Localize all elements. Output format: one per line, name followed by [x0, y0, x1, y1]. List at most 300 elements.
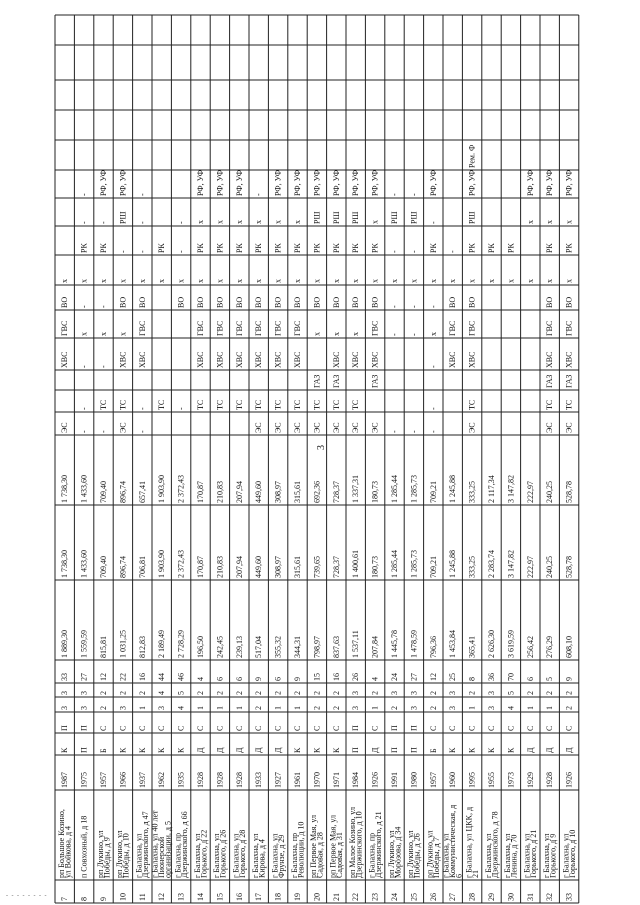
cell-type: С: [467, 725, 477, 731]
cell-material: К: [448, 747, 458, 753]
cell-k1: х: [157, 279, 167, 283]
cell-year: 1928: [196, 772, 205, 788]
cell-type: С: [545, 725, 555, 731]
cell-total-area: 242,45: [215, 636, 225, 658]
cell-address: 21: [470, 870, 480, 878]
cell-VO: ВО: [293, 296, 302, 308]
cell-floors: 1: [545, 706, 555, 710]
cell-year: 1937: [137, 772, 147, 788]
cell-GVS: ГВС: [215, 320, 225, 336]
cell-type: С: [428, 725, 438, 731]
cell-flats: 27: [79, 673, 89, 681]
cell-k2: -: [118, 250, 128, 253]
cell-flats: 5: [545, 677, 555, 681]
cell-material: К: [293, 747, 302, 753]
cell-no: 22: [351, 893, 361, 901]
cell-GVS: ГВС: [196, 320, 205, 336]
cell-k4: РФ, УФ: [331, 169, 341, 196]
cell-k4: РФ, УФ: [99, 169, 108, 196]
cell-total-area: 2 626,30: [487, 630, 496, 658]
cell-type: С: [157, 725, 167, 731]
cell-address: ул Войкова, д 4: [63, 825, 73, 878]
cell-material: К: [312, 747, 322, 753]
cell-address: Победы, д 9: [102, 837, 112, 878]
cell-ES: -: [137, 430, 147, 433]
cell-address: Революции, д 10: [296, 821, 306, 878]
cell-VO: ВО: [564, 296, 574, 308]
cell-type: С: [331, 725, 341, 731]
cell-year: 1960: [448, 772, 458, 788]
cell-type: С: [196, 725, 205, 731]
cell-no: 11: [137, 893, 147, 901]
cell-floors: 3: [60, 706, 70, 710]
cell-address: рп Лукино, ул: [95, 830, 105, 878]
cell-VO: ВО: [370, 296, 380, 308]
cell-year: 1984: [351, 772, 361, 788]
cell-ES: ЭС: [370, 422, 380, 433]
cell-HVS: ХВС: [545, 351, 555, 368]
cell-k1: х: [428, 279, 438, 283]
cell-HVS: ХВС: [331, 351, 341, 368]
cell-k1: х: [99, 279, 108, 283]
cell-floors: 4: [176, 706, 186, 710]
cell-GVS: ГВС: [370, 320, 380, 336]
cell-k2: РК: [273, 243, 283, 253]
cell-type: П: [390, 725, 399, 731]
cell-HVS: ХВС: [60, 351, 70, 368]
cell-address: Коммунистическая, д: [448, 804, 458, 878]
cell-entrances: 5: [176, 691, 186, 695]
cell-living-area: 739,65: [312, 556, 322, 578]
cell-k1: х: [370, 279, 380, 283]
cell-ES: -: [409, 430, 419, 433]
cell-k2: РК: [196, 243, 205, 253]
cell-total-area: 239,13: [234, 636, 244, 658]
cell-material: К: [137, 747, 147, 753]
cell-k3: -: [137, 221, 147, 224]
cell-material: Д: [196, 747, 205, 753]
cell-address: Кирова, д 4: [257, 839, 267, 878]
cell-GAZ: ГАЗ: [545, 374, 555, 388]
cell-k1: х: [254, 279, 264, 283]
cell-VO: ВО: [467, 296, 477, 308]
cell-address: Дзержинского, д 21: [373, 811, 383, 878]
cell-living-area2: 1 245,88: [448, 475, 458, 503]
cell-material: Б: [99, 748, 108, 753]
cell-address: п Совхозный, д 18: [79, 815, 89, 878]
cell-k3: РШ: [118, 211, 128, 224]
cell-k1: х: [118, 279, 128, 283]
cell-ES: -: [390, 430, 399, 433]
cell-GVS: х: [79, 332, 89, 336]
cell-type: С: [525, 725, 535, 731]
cell-address: 6: [454, 874, 464, 878]
cell-GVS: ГВС: [293, 320, 302, 336]
cell-material: Д: [234, 747, 244, 753]
cell-TS: ТС: [467, 399, 477, 410]
cell-address: г Балахна, пр: [367, 832, 377, 878]
cell-address: г Балахна, ул: [441, 833, 451, 878]
cell-HVS: ХВС: [215, 351, 225, 368]
cell-material: Б: [428, 748, 438, 753]
cell-TS: -: [428, 407, 438, 410]
cell-living-area: 728,37: [331, 556, 341, 578]
cell-floors: 3: [487, 706, 496, 710]
cell-TS: ТС: [312, 399, 322, 410]
cell-total-area: 3 619,59: [506, 630, 516, 658]
cell-VO: -: [428, 305, 438, 308]
cell-living-area: 2 372,43: [176, 550, 186, 578]
cell-GVS: х: [118, 332, 128, 336]
cell-living-area2: 709,21: [428, 481, 438, 503]
cell-floors: 2: [428, 706, 438, 710]
cell-floors: 2: [331, 706, 341, 710]
cell-type: С: [448, 725, 458, 731]
cell-living-area2: 692,36: [312, 481, 322, 503]
cell-k3: х: [525, 220, 535, 224]
cell-k3: -: [99, 221, 108, 224]
cell-VO: ВО: [137, 296, 147, 308]
cell-ES: ЭС: [545, 422, 555, 433]
cell-address: организации, д 5: [163, 820, 173, 878]
cell-entrances: 2: [467, 691, 477, 695]
cell-year: 1962: [157, 772, 167, 788]
cell-flats: 9: [254, 677, 264, 681]
cell-GVS: ГВС: [448, 320, 458, 336]
cell-living-area2: 3 147,82: [506, 475, 516, 503]
cell-k4: РФ, УФ: [370, 169, 380, 196]
cell-address: г Балахна, ул: [541, 833, 551, 878]
cell-k1: х: [312, 279, 322, 283]
cell-address: рп Лукино, ул: [386, 830, 396, 878]
cell-GVS: х: [351, 332, 361, 336]
cell-k3: РШ: [331, 211, 341, 224]
cell-note: Рем. Ф: [467, 144, 477, 168]
cell-year: 1991: [390, 772, 399, 788]
cell-material: П: [390, 747, 399, 753]
cell-TS: ТС: [254, 399, 264, 410]
cell-living-area: 709,40: [99, 556, 108, 578]
cell-TS: -: [176, 407, 186, 410]
cell-address: г Балахна, ул: [231, 833, 241, 878]
cell-year: 1928: [545, 772, 555, 788]
cell-type: П: [409, 725, 419, 731]
cell-ES: ЭС: [293, 422, 302, 433]
cell-entrances: 2: [118, 691, 128, 695]
cell-type: П: [79, 725, 89, 731]
cell-type: С: [99, 725, 108, 731]
cell-living-area2: 222,97: [525, 481, 535, 503]
cell-k1: х: [137, 279, 147, 283]
cell-GVS: ГВС: [564, 320, 574, 336]
cell-GAZ: ГАЗ: [564, 374, 574, 388]
cell-year: 1927: [273, 772, 283, 788]
cell-entrances: 2: [370, 691, 380, 695]
cell-no: 28: [467, 893, 477, 901]
cell-no: 8: [79, 897, 89, 901]
cell-VO: ВО: [118, 296, 128, 308]
cell-HVS: ХВС: [273, 351, 283, 368]
cell-address: г Балахна, ул 40 лет: [150, 810, 160, 878]
cell-ES: -: [99, 430, 108, 433]
cell-k3: х: [293, 220, 302, 224]
cell-address: г Балахна, ул: [192, 833, 202, 878]
cell-k3: х: [545, 220, 555, 224]
cell-address: рп Лукино, ул: [115, 830, 125, 878]
cell-k4: -: [79, 193, 89, 196]
cell-no: 19: [293, 893, 302, 901]
cell-k2: -: [176, 250, 186, 253]
cell-no: 24: [390, 893, 399, 901]
cell-material: Д: [273, 747, 283, 753]
cell-flats: 12: [99, 673, 108, 681]
cell-year: 1970: [312, 772, 322, 788]
cell-no: 16: [234, 893, 244, 901]
cell-k2: РК: [506, 243, 516, 253]
cell-total-area: 365,41: [467, 636, 477, 658]
cell-k3: х: [564, 220, 574, 224]
cell-living-area: 3 147,82: [506, 550, 516, 578]
cell-entrances: 5: [506, 691, 516, 695]
cell-k3: х: [370, 220, 380, 224]
cell-type: С: [312, 725, 322, 731]
cell-floors: 1: [370, 706, 380, 710]
cell-k4: РФ, УФ: [467, 169, 477, 196]
cell-year: 1926: [564, 772, 574, 788]
cell-flats: 24: [390, 673, 399, 681]
cell-floors: 1: [273, 706, 283, 710]
cell-TS: ТС: [273, 399, 283, 410]
cell-HVS: ХВС: [137, 351, 147, 368]
cell-HVS: ХВС: [196, 351, 205, 368]
cell-k4: РФ, УФ: [118, 169, 128, 196]
cell-living-area2: 657,41: [137, 481, 147, 503]
cell-flats: 6: [273, 677, 283, 681]
cell-k4: РФ, УФ: [234, 169, 244, 196]
cell-total-area: 355,32: [273, 636, 283, 658]
cell-address: г Балахна, ул: [250, 833, 260, 878]
cell-type: С: [176, 725, 186, 731]
cell-address: Горького, д 9: [548, 833, 558, 878]
cell-living-area: 207,94: [234, 556, 244, 578]
footer-marks: - - - - - - - -: [6, 893, 48, 899]
cell-material: К: [467, 747, 477, 753]
cell-flats: 33: [60, 673, 70, 681]
cell-entrances: 2: [196, 691, 205, 695]
cell-living-area: 1 400,61: [351, 550, 361, 578]
cell-no: 20: [312, 893, 322, 901]
cell-year: 1957: [99, 772, 108, 788]
cell-k2: РК: [351, 243, 361, 253]
cell-flats: 16: [331, 673, 341, 681]
cell-k2: РК: [293, 243, 302, 253]
cell-VO: ВО: [545, 296, 555, 308]
cell-entrances: 3: [79, 691, 89, 695]
cell-flats: 6: [234, 677, 244, 681]
cell-ES: ЭС: [564, 422, 574, 433]
cell-HVS: ХВС: [351, 351, 361, 368]
cell-living-area: 896,74: [118, 556, 128, 578]
cell-k4: РФ, УФ: [273, 169, 283, 196]
cell-k2: РК: [564, 243, 574, 253]
cell-no: 12: [157, 893, 167, 901]
cell-k4: РФ, УФ: [564, 169, 574, 196]
cell-living-area2: 315,61: [293, 481, 302, 503]
cell-k3: -: [428, 221, 438, 224]
cell-no: 31: [525, 893, 535, 901]
cell-address: Пионерской: [157, 836, 167, 878]
cell-flats: 4: [196, 677, 205, 681]
cell-living-area2: 240,25: [545, 481, 555, 503]
cell-entrances: 2: [137, 691, 147, 695]
cell-floors: 3: [409, 706, 419, 710]
cell-address: г Балахна, пр: [173, 832, 183, 878]
cell-entrances: 3: [390, 691, 399, 695]
cell-flats: 12: [428, 673, 438, 681]
cell-total-area: 276,29: [545, 636, 555, 658]
cell-type: С: [273, 725, 283, 731]
cell-living-area2: 1 738,30: [60, 475, 70, 503]
cell-k1: х: [79, 279, 89, 283]
cell-ES: -: [428, 430, 438, 433]
cell-living-area: 709,21: [428, 556, 438, 578]
cell-k2: РК: [467, 243, 477, 253]
cell-k2: РК: [215, 243, 225, 253]
cell-ES: ЭС: [312, 422, 322, 433]
cell-k4: -: [409, 193, 419, 196]
cell-living-area2: 1 337,31: [351, 475, 361, 503]
cell-k2: РК: [254, 243, 264, 253]
cell-type: П: [351, 725, 361, 731]
cell-floors: 1: [196, 706, 205, 710]
cell-k3: х: [234, 220, 244, 224]
cell-living-area: 210,83: [215, 556, 225, 578]
cell-address: г Балахна, ул: [522, 833, 532, 878]
cell-type: С: [137, 725, 147, 731]
cell-k1: х: [351, 279, 361, 283]
cell-k2: РК: [79, 243, 89, 253]
cell-floors: 1: [525, 706, 535, 710]
cell-flats: 9: [293, 677, 302, 681]
cell-total-area: 344,31: [293, 636, 302, 658]
cell-VO: ВО: [448, 296, 458, 308]
cell-entrances: 3: [448, 691, 458, 695]
cell-material: К: [506, 747, 516, 753]
cell-k4: РФ, УФ: [293, 169, 302, 196]
cell-living-area2: 449,60: [254, 481, 264, 503]
cell-entrances: 2: [215, 691, 225, 695]
cell-VO: -: [390, 305, 399, 308]
cell-k1: х: [409, 279, 419, 283]
cell-VO: ВО: [60, 296, 70, 308]
cell-living-area2: 1 285,73: [409, 475, 419, 503]
cell-year: 1957: [428, 772, 438, 788]
cell-VO: ВО: [351, 296, 361, 308]
cell-TS: -: [137, 407, 147, 410]
cell-year: 1933: [254, 772, 264, 788]
cell-VO: -: [99, 305, 108, 308]
cell-flats: 16: [137, 673, 147, 681]
cell-total-area: 2 189,49: [157, 630, 167, 658]
cell-address: Дзержинского, д 47: [141, 811, 151, 878]
cell-living-area2: 207,94: [234, 481, 244, 503]
cell-TS: ТС: [293, 399, 302, 410]
cell-living-area2: 2 117,34: [487, 475, 496, 503]
cell-VO: ВО: [254, 296, 264, 308]
cell-VO: ВО: [273, 296, 283, 308]
cell-entrances: 2: [428, 691, 438, 695]
cell-total-area: 608,10: [564, 636, 574, 658]
cell-year: 1935: [176, 772, 186, 788]
cell-entrances: 2: [234, 691, 244, 695]
cell-total-area: 1 031,25: [118, 630, 128, 658]
cell-TS: ТС: [215, 399, 225, 410]
cell-k1: х: [215, 279, 225, 283]
cell-address: г Балахна, ул: [503, 833, 513, 878]
cell-ES: ЭС: [60, 422, 70, 433]
cell-living-area: 1 245,88: [448, 550, 458, 578]
cell-k2: РК: [428, 243, 438, 253]
cell-material: Д: [370, 747, 380, 753]
cell-k4: РФ, УФ: [196, 169, 205, 196]
cell-address: Дзержинского, д 66: [179, 811, 189, 878]
cell-k1: х: [196, 279, 205, 283]
cell-GVS: ГВС: [545, 320, 555, 336]
cell-living-area2: 896,74: [118, 481, 128, 503]
cell-HVS: ХВС: [118, 351, 128, 368]
cell-HVS: -: [99, 365, 108, 368]
cell-address: Садовая, д 31: [335, 832, 345, 878]
cell-material: Д: [215, 747, 225, 753]
cell-k4: РФ, УФ: [351, 169, 361, 196]
cell-k2: РК: [157, 243, 167, 253]
cell-type: С: [215, 725, 225, 731]
cell-year: 1928: [215, 772, 225, 788]
cell-VO: ВО: [196, 296, 205, 308]
cell-entrances: 2: [525, 691, 535, 695]
cell-k2: РК: [331, 243, 341, 253]
cell-GAZ: ГАЗ: [312, 374, 322, 388]
cell-address: рп Лукино, ул: [425, 830, 435, 878]
cell-k2: РК: [99, 243, 108, 253]
cell-GVS: х: [99, 332, 108, 336]
cell-year: 1961: [293, 772, 302, 788]
cell-entrances: 2: [273, 691, 283, 695]
cell-address: г Балахна, ул: [270, 833, 280, 878]
cell-total-area: 798,97: [312, 636, 322, 658]
cell-k1: х: [60, 279, 70, 283]
cell-k1: х: [448, 279, 458, 283]
cell-living-area2: 180,73: [370, 481, 380, 503]
cell-total-area: 1 559,59: [79, 630, 89, 658]
cell-k4: РФ, УФ: [215, 169, 225, 196]
cell-flats: 26: [351, 673, 361, 681]
cell-no: 26: [428, 893, 438, 901]
cell-address: Дзержинского, д 10: [354, 811, 364, 878]
cell-k1: х: [525, 279, 535, 283]
cell-year: 1971: [331, 772, 341, 788]
cell-entrances: 4: [157, 691, 167, 695]
cell-total-area: 1 478,59: [409, 630, 419, 658]
cell-k3: х: [254, 220, 264, 224]
cell-k2: -: [448, 250, 458, 253]
cell-VO: ВО: [234, 296, 244, 308]
cell-HVS: -: [428, 365, 438, 368]
cell-living-area2: 210,83: [215, 481, 225, 503]
cell-no: 32: [545, 893, 555, 901]
cell-material: Д: [564, 747, 574, 753]
cell-type: С: [254, 725, 264, 731]
